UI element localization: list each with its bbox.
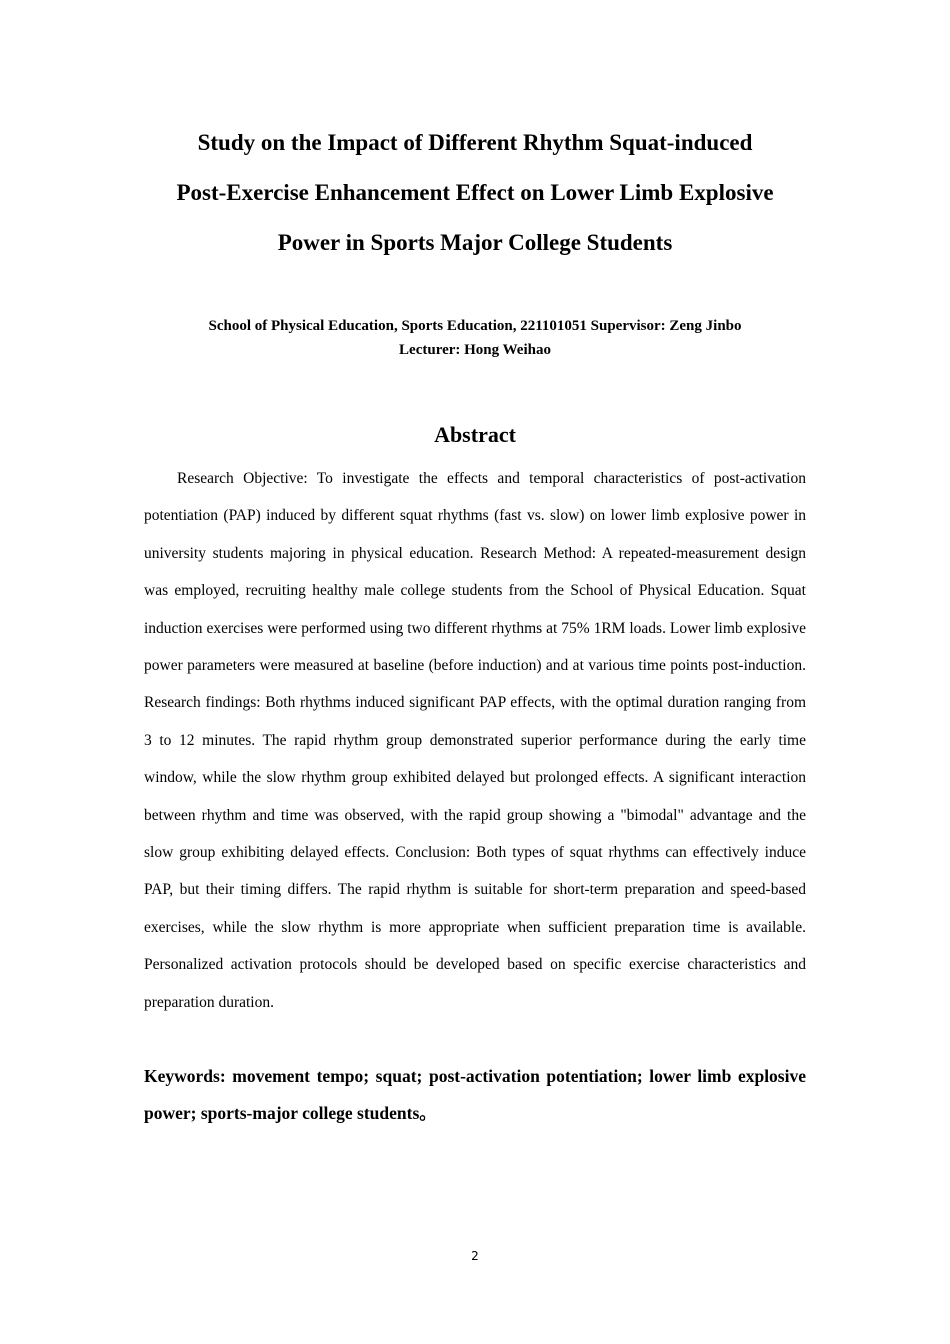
title-line: Post-Exercise Enhancement Effect on Lower Limb Explosive xyxy=(176,180,774,205)
abstract-body: Research Objective: To investigate the effects and temporal characteristics of post-activation potentiation (PAP) induced by different squat rhythms (fast vs. slow) on lower limb explosive power in university students majoring in physical education. Research Method: A repeated-measurement design was employed, recruiting healthy male college students from the School of Physical Education. Squat induction exercises were performed using two different rhythms at 75% 1RM loads. Lower limb explosive power parameters were measured at baseline (before induction) and at various time points post-induction. Research findings: Both rhythms induced significant PAP effects, with the optimal duration ranging from 3 to 12 minutes. The rapid rhythm group demonstrated superior performance during the early time window, while the slow rhythm group exhibited delayed but prolonged effects. A significant interaction between rhythm and time was observed, with the rapid group showing a "bimodal" advantage and the slow group exhibiting delayed effects. Conclusion: Both types of squat rhythms can effectively induce PAP, but their timing differs. The rapid rhythm is suitable for short-term preparation and speed-based exercises, while the slow rhythm is more appropriate when sufficient preparation time is available. Personalized activation protocols should be developed based on specific exercise characteristics and preparation duration. xyxy=(144,470,806,1011)
title-line: Power in Sports Major College Students xyxy=(277,230,673,255)
affiliation-line: School of Physical Education, Sports Education, 221101051 Supervisor: Zeng Jinbo xyxy=(208,318,742,334)
author-affiliation xyxy=(120,314,830,362)
title-line: Study on the Impact of Different Rhythm Squat-induced xyxy=(197,130,753,155)
paper-title xyxy=(120,118,830,268)
page-number: 2 xyxy=(471,1249,479,1263)
abstract-heading: Abstract xyxy=(434,422,516,447)
keywords: Keywords: movement tempo; squat; post-activation potentiation; lower limb explosive power; sports-major college students。 xyxy=(144,1066,806,1123)
affiliation-line: Lecturer: Hong Weihao xyxy=(399,342,551,358)
